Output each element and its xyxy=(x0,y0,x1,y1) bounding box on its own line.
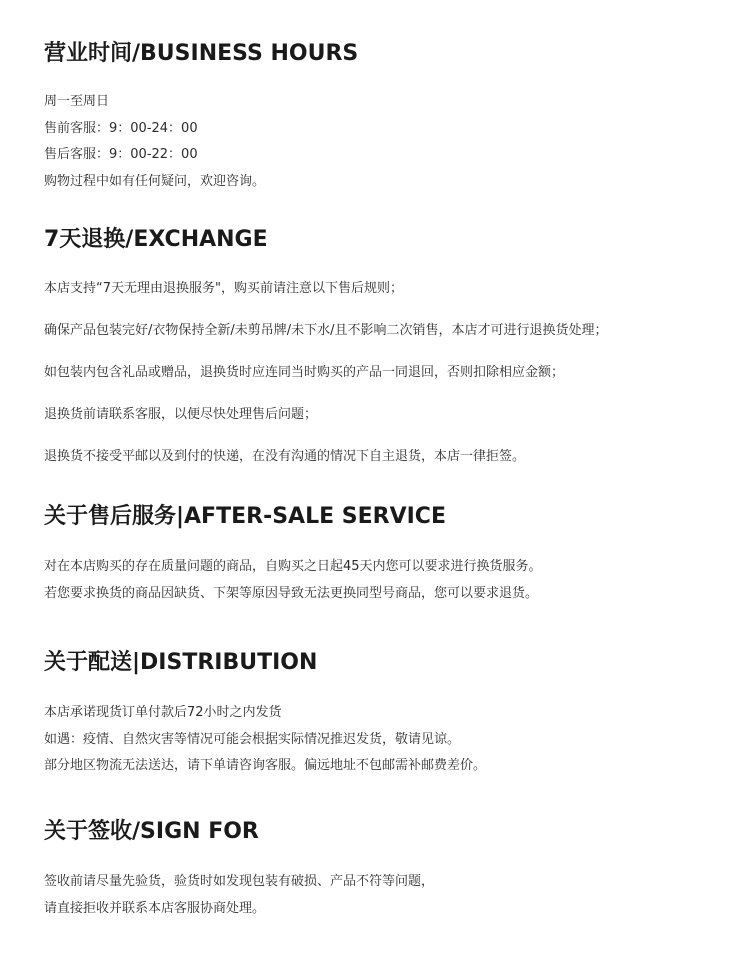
exchange-rule-gifts: 如包装内包含礼品或赠品，退换货时应连同当时购买的产品一同退回，否则扣除相应金额； xyxy=(44,365,565,380)
heading-sign-for: 关于签收/SIGN FOR xyxy=(44,819,259,844)
distribution-lines xyxy=(44,700,730,780)
heading-exchange: 7天退换/EXCHANGE xyxy=(44,227,268,252)
section-after-sale xyxy=(44,503,730,607)
after-sale-line-quality: 对在本店购买的存在质量问题的商品，自购买之日起45天内您可以要求进行换货服务。 xyxy=(44,559,542,574)
section-business-hours xyxy=(44,40,730,195)
sign-for-line-refuse: 请直接拒收并联系本店客服协商处理。 xyxy=(44,900,266,916)
hours-line-inquiry: 购物过程中如有任何疑问，欢迎咨询。 xyxy=(44,173,266,189)
exchange-rule-condition: 确保产品包装完好/衣物保持全新/未剪吊牌/未下水/且不影响二次销售，本店才可进行退换货处理； xyxy=(44,323,608,338)
section-distribution xyxy=(44,649,730,780)
heading-business-hours: 营业时间/BUSINESS HOURS xyxy=(44,41,359,66)
exchange-rules xyxy=(44,279,730,467)
hours-line-aftersale: 售后客服：9：00-22：00 xyxy=(44,147,198,162)
heading-distribution: 关于配送|DISTRIBUTION xyxy=(44,650,318,675)
distribution-line-remote: 部分地区物流无法送达，请下单请咨询客服。偏远地址不包邮需补邮费差价。 xyxy=(44,758,487,773)
heading-after-sale: 关于售后服务|AFTER-SALE SERVICE xyxy=(44,504,446,529)
section-exchange xyxy=(44,226,730,489)
distribution-line-delay: 如遇：疫情、自然灾害等情况可能会根据实际情况推迟发货，敬请见谅。 xyxy=(44,731,461,747)
exchange-rule-intro: 本店支持“7天无理由退换服务"，购买前请注意以下售后规则； xyxy=(44,281,403,296)
hours-line-presale: 售前客服：9：00-24：00 xyxy=(44,120,198,136)
hours-line-days: 周一至周日 xyxy=(44,94,110,109)
after-sale-lines xyxy=(44,554,730,607)
exchange-rule-contact: 退换货前请联系客服，以便尽快处理售后问题； xyxy=(44,407,318,422)
exchange-rule-shipping: 退换货不接受平邮以及到付的快递，在没有沟通的情况下自主退货，本店一律拒签。 xyxy=(44,449,526,464)
after-sale-line-return: 若您要求换货的商品因缺货、下架等原因导致无法更换同型号商品，您可以要求退货。 xyxy=(44,585,539,601)
distribution-line-dispatch: 本店承诺现货订单付款后72小时之内发货 xyxy=(44,705,282,720)
sign-for-lines xyxy=(44,869,730,922)
section-sign-for xyxy=(44,818,730,922)
business-hours-lines xyxy=(44,89,730,195)
sign-for-line-inspect: 签收前请尽量先验货，验货时如发现包装有破损、产品不符等问题， xyxy=(44,874,435,889)
